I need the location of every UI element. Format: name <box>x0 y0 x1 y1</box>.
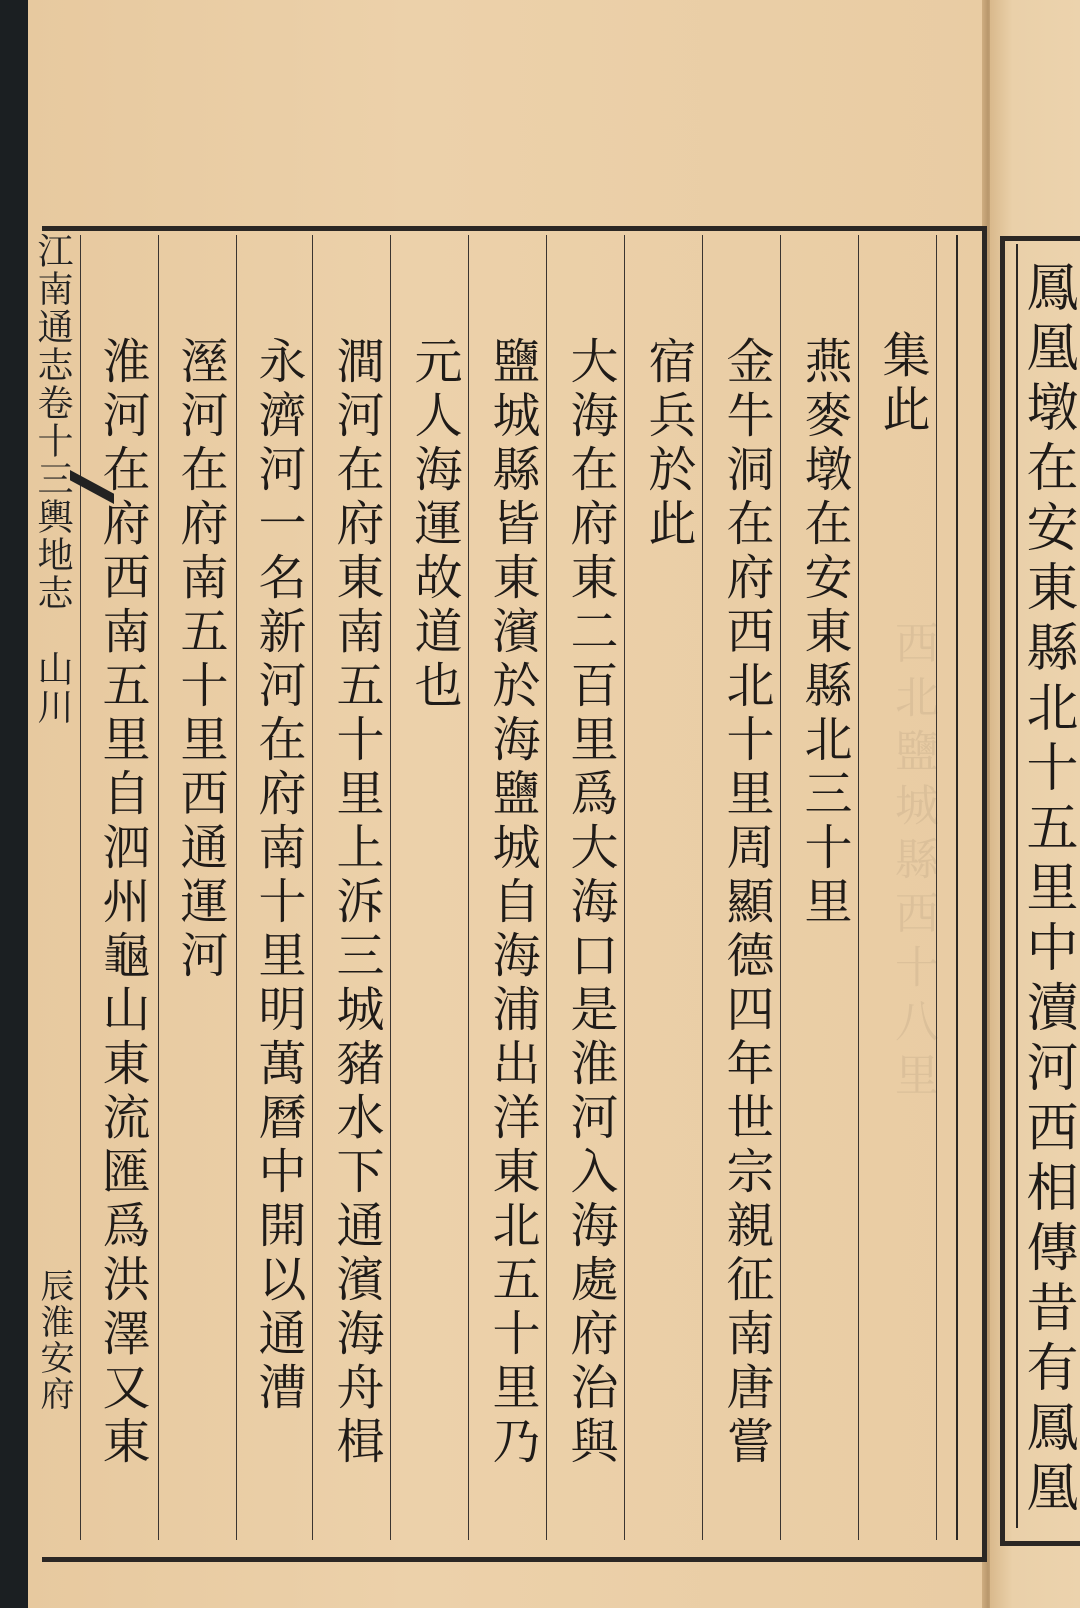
text-column-2: 燕麥墩在安東縣北三十里 <box>796 336 852 930</box>
column-rule <box>702 235 703 1540</box>
frame-inner-line <box>956 235 958 1540</box>
page-number: 辰 <box>34 1268 74 1304</box>
section-label: 輿地志 山川 <box>32 498 73 726</box>
column-rule <box>468 235 469 1540</box>
text-column-1: 集此 <box>874 330 930 438</box>
column-rule <box>780 235 781 1540</box>
column-rule <box>312 235 313 1540</box>
column-rule <box>390 235 391 1540</box>
right-page-edge <box>990 0 1080 1608</box>
volume-label: 卷十三 <box>32 384 73 498</box>
right-page-column: 鳳凰墩在安東縣北十五里中瀆河西相傳昔有鳳凰 <box>1017 260 1077 1520</box>
prefecture-label: 淮安府 <box>34 1304 74 1412</box>
text-column-7: 元人海運故道也 <box>406 336 462 714</box>
column-rule <box>858 235 859 1540</box>
column-rule <box>158 235 159 1540</box>
text-column-4: 宿兵於此 <box>640 336 696 552</box>
column-rule <box>80 235 81 1540</box>
bleed-through: 西北鹽城縣西十八里 <box>887 620 938 1106</box>
book-title: 江南通志 <box>32 232 73 384</box>
text-column-6: 鹽城縣皆東濱於海鹽城自海浦出洋東北五十里乃 <box>484 336 540 1470</box>
margin-header <box>30 232 74 726</box>
column-rule <box>624 235 625 1540</box>
text-column-9: 永濟河一名新河在府南十里明萬曆中開以通漕 <box>250 336 306 1416</box>
text-column-5: 大海在府東二百里爲大海口是淮河入海處府治與 <box>562 336 618 1470</box>
column-rule <box>236 235 237 1540</box>
text-column-11: 淮河在府西南五里自泗州龜山東流匯爲洪澤又東 <box>94 336 150 1470</box>
column-rule <box>546 235 547 1540</box>
text-column-8: 澗河在府東南五十里上泝三城豬水下通濱海舟楫 <box>328 336 384 1470</box>
margin-footer <box>32 1268 76 1412</box>
text-column-3: 金牛洞在府西北十里周顯德四年世宗親征南唐嘗 <box>718 336 774 1470</box>
text-column-10: 溼河在府南五十里西通運河 <box>172 336 228 984</box>
